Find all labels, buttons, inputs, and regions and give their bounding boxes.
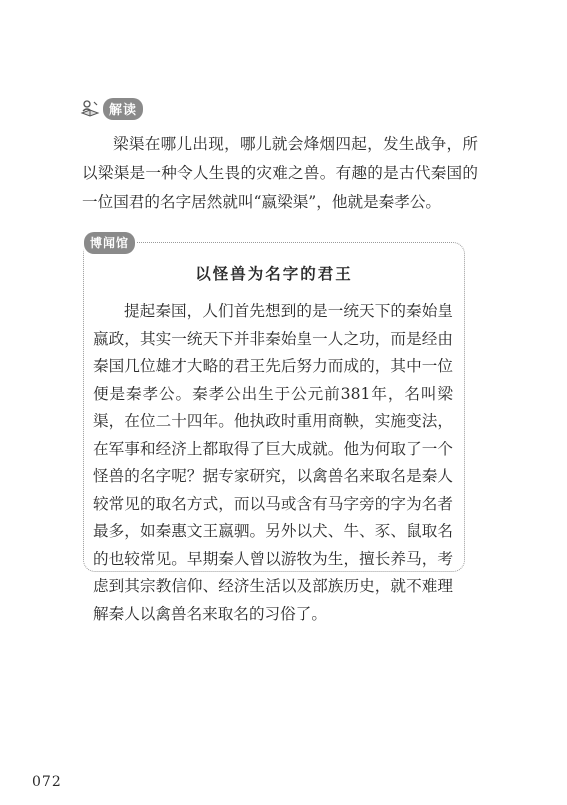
bowen-paragraph: 提起秦国，人们首先想到的是一统天下的秦始皇嬴政，其实一统天下并非秦始皇一人之功，而是经由秦国几位雄才大略的君王先后努力而成的，其中一位便是秦孝公。秦孝公出生于公元前381年，名叫梁渠，在位二十四年。他执政时重用商鞅，实施变法，在军事和经济上都取得了巨大成就。他为何取了一个怪兽的名字呢？据专家研究，以禽兽名来取名是秦人较常见的取名方式，而以马或含有马字旁的字为名者最多，如秦惠文王嬴驷。另外以犬、牛、豕、鼠取名的也较常见。早期秦人曾以游牧为生，擅长养马，考虑到其宗教信仰、经济生活以及部族历史，就不难理解秦人以禽兽名来取名的习俗了。 bbox=[93, 302, 453, 623]
jiedu-header bbox=[80, 98, 143, 120]
reader-icon bbox=[80, 99, 100, 119]
jiedu-paragraph: 梁渠在哪儿出现，哪儿就会烽烟四起，发生战争，所以梁渠是一种令人生畏的灾难之兽。有趣的是古代秦国的一位国君的名字居然就叫“嬴梁渠”，他就是秦孝公。 bbox=[82, 135, 478, 211]
page-number: 072 bbox=[32, 774, 62, 790]
bowen-badge bbox=[84, 233, 137, 253]
bowen-title: 以怪兽为名字的君王 bbox=[195, 265, 353, 283]
bowen-badge-label: 博闻馆 bbox=[84, 232, 135, 254]
jiedu-badge: 解读 bbox=[103, 98, 143, 120]
